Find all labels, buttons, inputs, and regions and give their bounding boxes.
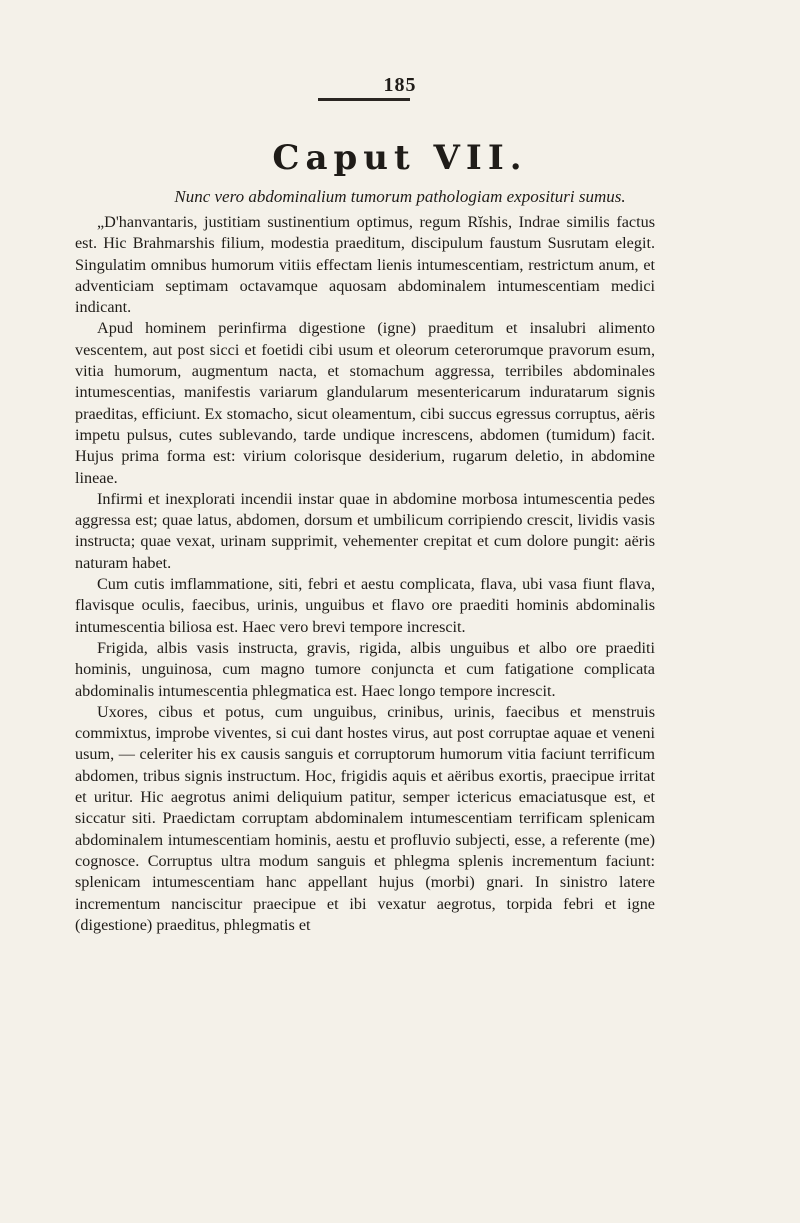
chapter-subtitle: Nunc vero abdominalium tumorum pathologiam exposituri sumus. — [174, 187, 626, 206]
paragraph: Uxores, cibus et potus, cum unguibus, crinibus, urinis, faecibus et menstruis commixtus, improbe viventes, si cui dant hostes virus, aut post corruptae aquae et veneni usum, — celeriter his ex causis sanguis et corruptorum humorum vitia faciunt terrificum abdomen, tribus signis instructum. Hoc, frigidis aquis et aëribus exortis, praecipue irritat et uritur. Hic aegrotus animi deliquium patitur, semper ictericus emaciatusque est, et siccatur siti. Praedictam corruptam abdominalem intumescentiam terrificam splenicam abdominalem intumescentiam hominis, aestu et profluvio subjecti, esse, a referente (me) cognosce. Corruptus ultra modum sanguis et phlegma splenis incrementum faciunt: splenicam intumescentiam hanc appellant hujus (morbi) gnari. In sinistro latere incrementum nanciscitur praecipue et ibi vexatur aegrotus, torpida febri et igne (digestione) praeditus, phlegmatis et — [75, 702, 655, 934]
paragraph: Infirmi et inexplorati incendii instar quae in abdomine morbosa intumescentia pedes aggressa est; quae latus, abdomen, dorsum et umbilicum corripiendo crescit, lividis vasis instructa; quae vexat, urinam supprimit, vehementer crepitat et cum dolore pungit: aëris naturam habet. — [75, 489, 655, 572]
paragraph: Apud hominem perinfirma digestione (igne) praeditum et insalubri alimento vescentem, aut post sicci et foetidi cibi usum et oleorum ceterorumque pravorum esum, vitia humorum, augmentum nacta, et stomachum aggressa, terribiles abdominales intumescentias, manifestis variarum glandularum mesentericarum induratarum signis praeditas, efficiunt. Ex stomacho, sicut oleamentum, cibi succus egressus corruptus, aëris impetu pulsus, cutes sublevando, tarde undique increscens, abdomen (tumidum) facit. Hujus prima forma est: virium colorisque desiderium, rugarum deletio, in abdomine lineae. — [75, 319, 655, 487]
chapter-heading: Caput VII. — [272, 138, 528, 178]
header-rule — [318, 98, 410, 101]
page-number: 185 — [383, 74, 417, 96]
body-text — [75, 212, 655, 936]
paragraph: Cum cutis imflammatione, siti, febri et aestu complicata, flava, ubi vasa fiunt flava, flavisque oculis, faecibus, urinis, unguibus et flavo ore praediti hominis abdominalis intumescentia biliosa est. Haec vero brevi tempore increscit. — [75, 575, 655, 636]
paragraph: Frigida, albis vasis instructa, gravis, rigida, albis unguibus et albo ore praediti hominis, unguinosa, cum magno tumore conjuncta et cum fatigatione complicata abdominalis intumescentia phlegmatica est. Haec longo tempore increscit. — [75, 638, 655, 700]
paragraph: „D'hanvantaris, justitiam sustinentium optimus, regum Rĭshis, Indrae similis factus est. Hic Brahmarshis filium, modestia praeditum, discipulum faustum Susrutam elegit. Singulatim omnibus humorum vitiis effectam lienis intumescentiam, restrictum anum, et adventiciam septimam octavamque aquosam abdominalem intumescentiam medici indicant. — [75, 213, 655, 317]
